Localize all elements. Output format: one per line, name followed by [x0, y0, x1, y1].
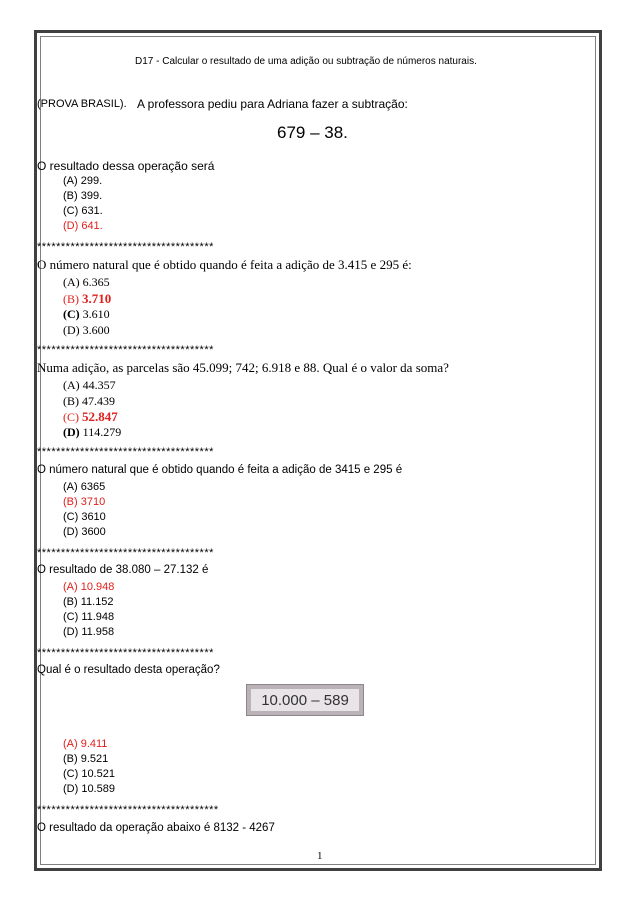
q5-option-a: (A) 10.948 [63, 581, 115, 593]
q6-option-a: (A) 9.411 [63, 738, 108, 750]
q5-option-b: (B) 11.152 [63, 596, 114, 608]
q3-option-d [63, 426, 121, 438]
q2-option-a-letter: (A) [63, 275, 80, 289]
q6-option-d: (D) 10.589 [63, 783, 115, 795]
q1-question: O resultado dessa operação será [37, 159, 215, 173]
separator-3: ************************************* [37, 446, 214, 458]
q1-option-d: (D) 641. [63, 220, 103, 232]
q3-option-b-text: 47.439 [82, 394, 115, 408]
q3-option-a-letter: (A) [63, 378, 80, 392]
separator-1: ************************************* [37, 241, 214, 253]
q3-option-d-letter: (D) [63, 425, 80, 439]
q3-option-c-letter: (C) [63, 410, 79, 424]
separator-2: ************************************* [37, 344, 214, 356]
q4-option-a: (A) 6365 [63, 481, 106, 493]
q5-option-c: (C) 11.948 [63, 611, 115, 623]
q3-option-c [63, 410, 118, 423]
q2-option-d-text: 3.600 [82, 323, 110, 337]
q2-option-c-text: 3.610 [82, 307, 110, 321]
separator-6: ************************************** [37, 804, 219, 816]
page-number: 1 [317, 850, 323, 862]
page-border [34, 30, 602, 871]
q2-question: O número natural que é obtido quando é feita a adição de 3.415 e 295 é: [37, 257, 412, 272]
q4-option-d: (D) 3600 [63, 526, 106, 538]
q2-option-b [63, 292, 111, 305]
q2-option-d-letter: (D) [63, 323, 80, 337]
q3-option-a [63, 379, 116, 391]
q7-question: O resultado da operação abaixo é 8132 - 4267 [37, 822, 275, 834]
q3-option-d-text: 114.279 [82, 425, 122, 439]
q2-option-a [63, 276, 110, 288]
q3-question: Numa adição, as parcelas são 45.099; 742; 6.918 e 88. Qual é o valor da soma? [37, 360, 449, 375]
q6-expression: 10.000 – 589 [251, 689, 359, 711]
q2-option-b-text: 3.710 [82, 291, 112, 306]
q4-option-b: (B) 3710 [63, 496, 106, 508]
q1-expression: 679 – 38. [277, 123, 348, 142]
q1-option-b: (B) 399. [63, 190, 103, 202]
q6-expression-box [246, 684, 364, 716]
separator-4: ************************************* [37, 547, 214, 559]
page-header: D17 - Calcular o resultado de uma adição ou subtração de números naturais. [135, 56, 477, 67]
q1-source: (PROVA BRASIL). [37, 98, 127, 110]
q2-option-c-letter: (C) [63, 307, 80, 321]
q5-question: O resultado de 38.080 – 27.132 é [37, 564, 209, 576]
q6-option-c: (C) 10.521 [63, 768, 115, 780]
page-content [37, 33, 599, 868]
q2-option-d [63, 324, 110, 336]
q1-option-c: (C) 631. [63, 205, 103, 217]
q2-option-a-text: 6.365 [82, 275, 110, 289]
q2-option-b-letter: (B) [63, 292, 79, 306]
q2-option-c [63, 308, 110, 320]
separator-5: ************************************* [37, 647, 214, 659]
q6-question: Qual é o resultado desta operação? [37, 664, 220, 676]
q1-option-a: (A) 299. [63, 175, 103, 187]
q1-prompt: A professora pediu para Adriana fazer a subtração: [137, 97, 408, 111]
q3-option-b-letter: (B) [63, 394, 79, 408]
q4-option-c: (C) 3610 [63, 511, 106, 523]
q5-option-d: (D) 11.958 [63, 626, 115, 638]
q3-option-a-text: 44.357 [82, 378, 116, 392]
q6-option-b: (B) 9.521 [63, 753, 109, 765]
q3-option-c-text: 52.847 [82, 409, 118, 424]
q4-question: O número natural que é obtido quando é feita a adição de 3415 e 295 é [37, 464, 403, 476]
q3-option-b [63, 395, 115, 407]
